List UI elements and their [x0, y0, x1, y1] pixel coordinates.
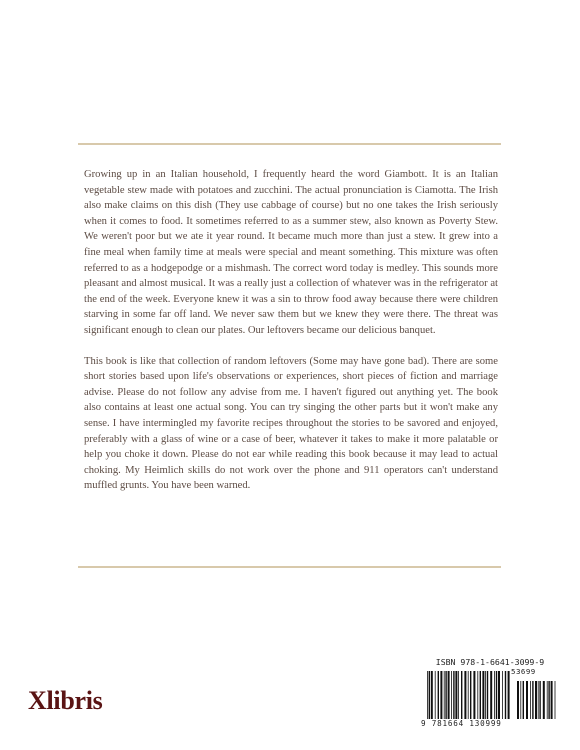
barcode-bar [532, 681, 533, 719]
barcode-bar [435, 671, 436, 719]
barcode-bar [487, 671, 488, 719]
barcode-bar [470, 671, 471, 719]
barcode-bar [505, 671, 506, 719]
barcode-bar [473, 671, 475, 719]
barcode-bar [490, 671, 492, 719]
barcode-bar [494, 671, 495, 719]
barcode-icon [421, 669, 559, 719]
publisher-logo: Xlibris [28, 686, 103, 715]
barcode-bar [464, 671, 466, 719]
barcode-addon-bars [517, 681, 555, 719]
barcode-bar [438, 671, 439, 719]
barcode-bar [445, 671, 446, 719]
blurb-paragraph-2: This book is like that collection of random leftovers (Some may have gone bad). There are some short stories based upon life's observations or experiences, short pieces of fiction and marriage advise. Please do not follow any advise from me. I haven't figured out anything yet. The book also contains at least one actual song. You can try singing the other parts but it won't make any sense. I have intermingled my favorite recipes throughout the stories to be savored and enjoyed, preferably with a glass of wine or a case of beer, whatever it takes to make it more palatable or help you choke it down. Please do not ear while reading this book because it may lead to actual choking. My Heimlich skills do not work over the phone and 911 operators can't understand muffled grunts. You have been warned. [84, 355, 498, 492]
top-divider [78, 143, 501, 145]
barcode-bar [477, 671, 478, 719]
barcode-bar [468, 671, 469, 719]
barcode-bar [523, 681, 524, 719]
barcode-bar [502, 671, 503, 719]
price-code: 53699 [511, 667, 536, 676]
barcode-bar [520, 681, 521, 719]
barcode-bar [440, 671, 442, 719]
barcode-bar [453, 671, 454, 719]
barcode-bar [461, 671, 462, 719]
barcode-bar [429, 671, 430, 719]
barcode-bar [448, 671, 450, 719]
barcode-bar [508, 671, 510, 719]
barcode-bar [547, 681, 548, 719]
barcode-bar [551, 681, 553, 719]
barcode-bar [485, 671, 486, 719]
barcode-bar [535, 681, 537, 719]
barcode-bar [555, 681, 556, 719]
barcode-bar [517, 681, 519, 719]
blurb-paragraph-1: Growing up in an Italian household, I frequently heard the word Giambott. It is an Italian vegetable stew made with potatoes and zucchini. The actual pronunciation is Ciamotta. The Irish also make claims on this dish (They use cabbage of course) but no one takes the Irish seriously when it comes to food. It sometimes referred to as a summer stew, also known as Poverty Stew. We weren't poor but we ate it year round. It became much more than just a stew. It grew into a fine meal when family time at meals were special and meant something. This mixture was often referred to as a hodgepodge or a mishmash. The correct word today is medley. This sounds more pleasant and almost musical. It was a really just a collection of whatever was in the refrigerator at the end of the week. Everyone knew it was a sin to throw food away because there were children starving in some far off land. We never saw them but we knew they were there. The threat was significant enough to clean our plates. Our leftovers became our delicious banquet. [84, 169, 498, 336]
barcode-bar [548, 681, 549, 719]
isbn-label: ISBN 978-1-6641-3099-9 [435, 657, 545, 667]
barcode-bar [538, 681, 539, 719]
barcode-bar [526, 681, 528, 719]
barcode-bar [496, 671, 497, 719]
isbn-barcode-block [421, 657, 559, 731]
barcode-main-bars [427, 671, 510, 719]
bottom-divider [78, 566, 501, 568]
barcode-digits: 9 781664 130999 [421, 719, 502, 728]
barcode-bar [455, 671, 457, 719]
barcode-bar [482, 671, 484, 719]
barcode-bar [480, 671, 481, 719]
blurb-text [84, 167, 498, 509]
barcode-bar [451, 671, 452, 719]
barcode-bar [530, 681, 531, 719]
barcode-bar [427, 671, 428, 719]
barcode-bar [431, 671, 433, 719]
barcode-bar [444, 671, 445, 719]
barcode-bar [458, 671, 459, 719]
barcode-bar [539, 681, 540, 719]
barcode-bar [498, 671, 500, 719]
barcode-bar [543, 681, 545, 719]
